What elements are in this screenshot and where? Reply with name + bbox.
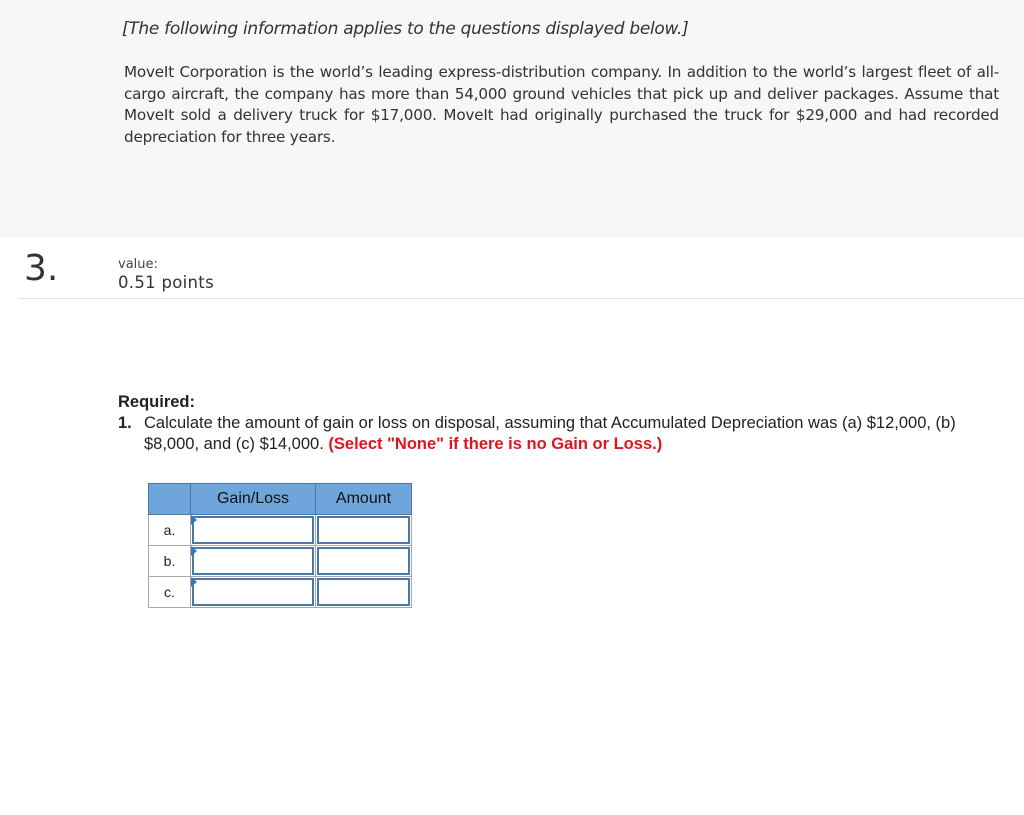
required-item-text-wrap xyxy=(118,413,1008,455)
required-item-text: Calculate the amount of gain or loss on disposal, assuming that Accumulated Depreciation was (a) $12,000, (b) $8,000, and (c) $14,000. xyxy=(144,414,956,453)
answer-table-header xyxy=(149,484,412,515)
amount-field[interactable] xyxy=(317,578,410,606)
amount-field[interactable] xyxy=(317,547,410,575)
gain-loss-input[interactable] xyxy=(192,578,314,606)
divider xyxy=(18,298,1024,299)
answer-table xyxy=(148,483,412,608)
question-number: 3. xyxy=(24,248,59,289)
row-label: a. xyxy=(149,515,191,546)
dropdown-marker-icon xyxy=(191,515,197,525)
gain-loss-select-c[interactable] xyxy=(191,577,316,608)
amount-input-a[interactable] xyxy=(316,515,412,546)
header-amount: Amount xyxy=(316,484,412,515)
table-row xyxy=(149,577,412,608)
dropdown-marker-icon xyxy=(191,577,197,587)
required-note: (Select "None" if there is no Gain or Loss.) xyxy=(328,435,663,453)
table-row xyxy=(149,546,412,577)
header-gain-loss: Gain/Loss xyxy=(191,484,316,515)
gain-loss-select-b[interactable] xyxy=(191,546,316,577)
value-label: value: xyxy=(118,257,158,272)
gain-loss-input[interactable] xyxy=(192,547,314,575)
gain-loss-input[interactable] xyxy=(192,516,314,544)
gain-loss-select-a[interactable] xyxy=(191,515,316,546)
required-heading: Required: xyxy=(118,393,196,411)
row-label: c. xyxy=(149,577,191,608)
table-row xyxy=(149,515,412,546)
amount-input-c[interactable] xyxy=(316,577,412,608)
points-value: 0.51 points xyxy=(118,273,214,292)
required-item-number: 1. xyxy=(118,414,132,432)
amount-input-b[interactable] xyxy=(316,546,412,577)
required-item xyxy=(118,413,1008,455)
intro-note: [The following information applies to the questions displayed below.] xyxy=(122,19,689,39)
amount-field[interactable] xyxy=(317,516,410,544)
info-panel xyxy=(0,0,1024,237)
header-blank xyxy=(149,484,191,515)
row-label: b. xyxy=(149,546,191,577)
problem-passage: MoveIt Corporation is the world’s leading express-distribution company. In addition to the world’s largest fleet of all-cargo aircraft, the company has more than 54,000 ground vehicles that pick up and deliver packages. Assume that MoveIt sold a delivery truck for $17,000. MoveIt had originally purchased the truck for $29,000 and had recorded depreciation for three years. xyxy=(124,63,999,146)
dropdown-marker-icon xyxy=(191,546,197,556)
